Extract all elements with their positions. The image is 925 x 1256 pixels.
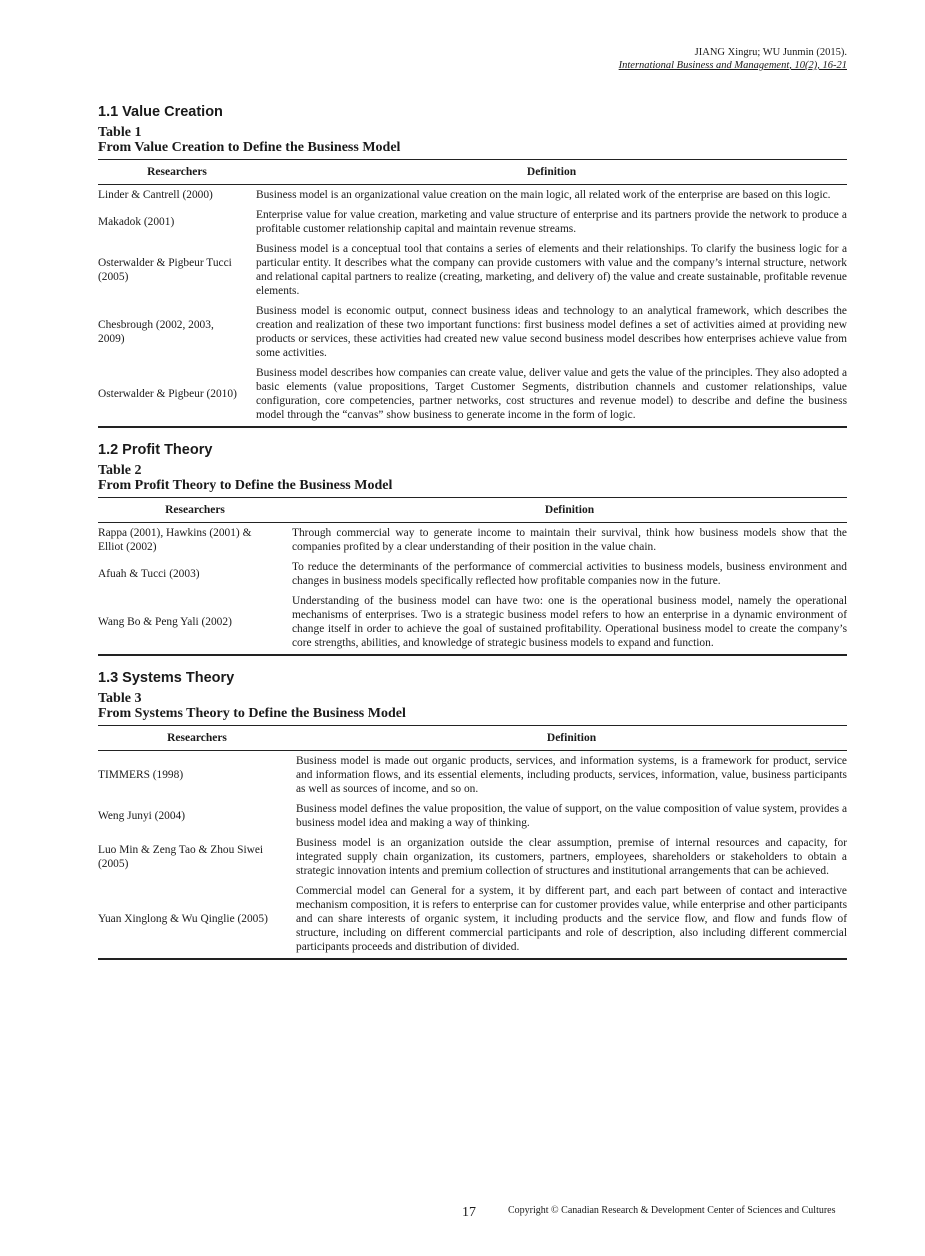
table-row [98, 751, 847, 800]
definition-cell: Business model describes how companies can create value, deliver value and gets the value of the principles. They also adopted a basic elements (value propositions, Target Customer Segments, distribution channels and customer relationships, value configuration, core competencies, partner networks, cost structures and revenue model) to describe and define the business model through the “canvas” show business to generate income in the form of logic. [256, 363, 847, 427]
table-title: From Value Creation to Define the Business Model [98, 140, 401, 155]
header-issue-pages: (2), 16-21 [805, 60, 847, 71]
column-header-definition: Definition [292, 498, 847, 523]
table-header-row [98, 726, 847, 751]
table-header-row [98, 160, 847, 185]
researchers-cell: Luo Min & Zeng Tao & Zhou Siwei (2005) [98, 844, 264, 870]
table-row [98, 363, 847, 427]
researchers-cell: Yuan Xinglong & Wu Qinglie (2005) [98, 881, 296, 959]
table-row [98, 301, 847, 363]
table-number: Table 2 [98, 463, 142, 478]
table-row [98, 833, 847, 881]
header-volume: 10 [794, 60, 805, 71]
table-number: Table 1 [98, 125, 142, 140]
section-heading: 1.2 Profit Theory [98, 442, 213, 458]
section-1 [98, 104, 847, 428]
table-title: From Profit Theory to Define the Business Model [98, 478, 393, 493]
researchers-cell: Makadok (2001) [98, 216, 175, 228]
definition-cell: Understanding of the business model can have two: one is the operational business model, namely the operational mechanisms of enterprises. Two is a strategic business model refers to how an enterprise in a dynamic environment of change itself in order to achieve the goal of sustained profitability. Operational business model to create the company’s core strengths, abilities, and knowledge of strategic business models to expand and function. [292, 591, 847, 655]
table-number: Table 3 [98, 691, 142, 706]
definition-cell: Enterprise value for value creation, marketing and value structure of enterprise and its partners provide the network to produce a profitable customer relationship capital and maintain revenue streams. [256, 209, 847, 235]
researchers-cell: Osterwalder & Pigbeur (2010) [98, 363, 256, 427]
section-2 [98, 442, 847, 656]
definition-cell: Business model is a conceptual tool that contains a series of elements and their relationships. To clarify the business logic for a particular entity. It describes what the company can provide customers with value and the company’s internal structure, network and relational capital partners to realize (creating, marketing, and delivery of) the value and create sustainable, profitable revenue elements. [256, 243, 847, 297]
definition-cell: Through commercial way to generate income to maintain their survival, think how business models show that the companies profited by a clear understanding of their position in the value chain. [292, 527, 847, 553]
page-number: 17 [462, 1205, 476, 1220]
column-header-researchers: Researchers [98, 726, 296, 751]
definition-cell: Business model is an organizational value creation on the main logic, all related work of the enterprise are based on this logic. [256, 189, 831, 201]
definition-cell: Business model is economic output, connect business ideas and technology to an analytical framework, which describes the creation and realization of these two important functions: first business model defines a set of activities aimed at providing new products or services, these activities had created new value second business model describes how enterprises achieve value from some activities. [256, 305, 847, 359]
researchers-cell: Linder & Cantrell (2000) [98, 189, 213, 201]
researchers-cell: Osterwalder & Pigbeur Tucci (2005) [98, 257, 232, 283]
table-row [98, 881, 847, 959]
header-citation: International Business and Management, 10(2), 16-21 [618, 60, 847, 71]
table-row [98, 799, 847, 833]
definition-cell: Commercial model can General for a system, it by different part, and each part between of contact and interactive mechanism composition, it is refers to enterprise can for customer provides value, while enterprise and other participants and can share interests of organic system, it including products and the service flow, and flow and funds flow of structure, including on different commercial participants and role of description, also including different commercial participants proceeds and distribution of divided. [296, 881, 847, 959]
section-heading: 1.1 Value Creation [98, 104, 223, 120]
column-header-definition: Definition [296, 726, 847, 751]
column-header-researchers: Researchers [98, 160, 256, 185]
header-journal: International Business and Management [618, 60, 790, 71]
definition-cell: Business model is made out organic products, services, and information systems, is a framework for product, service and information flows, and its essential elements, including products, services, information, value, business participants as well as sources of income, and so on. [296, 755, 847, 795]
table-row [98, 185, 847, 206]
researchers-cell: TIMMERS (1998) [98, 769, 184, 781]
column-header-definition: Definition [256, 160, 847, 185]
researchers-cell: Weng Junyi (2004) [98, 810, 186, 822]
definition-cell: Business model is an organization outside the clear assumption, premise of internal resources and capacity, for integrated supply chain organization, its customers, partners, employees, shareholders or stakeholders to obtain a strategic innovation intents and premium collection of structures and institutional arrangements that can be achieved. [296, 837, 847, 877]
definition-cell: To reduce the determinants of the performance of commercial activities to business models, business environment and changes in business models specifically reflected how profitable companies now in the future. [292, 561, 847, 587]
table-row [98, 239, 847, 301]
section-3 [98, 670, 847, 960]
table-row [98, 591, 847, 655]
researchers-cell: Wang Bo & Peng Yali (2002) [98, 591, 292, 655]
column-header-researchers: Researchers [98, 498, 292, 523]
section-heading: 1.3 Systems Theory [98, 670, 235, 686]
definition-table [98, 725, 847, 960]
researchers-cell: Chesbrough (2002, 2003, 2009) [98, 319, 214, 345]
header-authors: JIANG Xingru; WU Junmin (2015). [694, 47, 847, 58]
table-row [98, 205, 847, 239]
table-row [98, 523, 847, 558]
table-title: From Systems Theory to Define the Business Model [98, 706, 406, 721]
table-row [98, 557, 847, 591]
running-header [619, 46, 847, 72]
definition-table [98, 159, 847, 428]
table-header-row [98, 498, 847, 523]
researchers-cell: Rappa (2001), Hawkins (2001) & Elliot (2002) [98, 527, 252, 553]
page-content [98, 104, 847, 974]
copyright-notice: Copyright © Canadian Research & Development Center of Sciences and Cultures [508, 1205, 836, 1216]
definition-cell: Business model defines the value proposition, the value of support, on the value composition of value system, provides a business model idea and making a way of thinking. [296, 803, 847, 829]
definition-table [98, 497, 847, 656]
researchers-cell: Afuah & Tucci (2003) [98, 568, 200, 580]
